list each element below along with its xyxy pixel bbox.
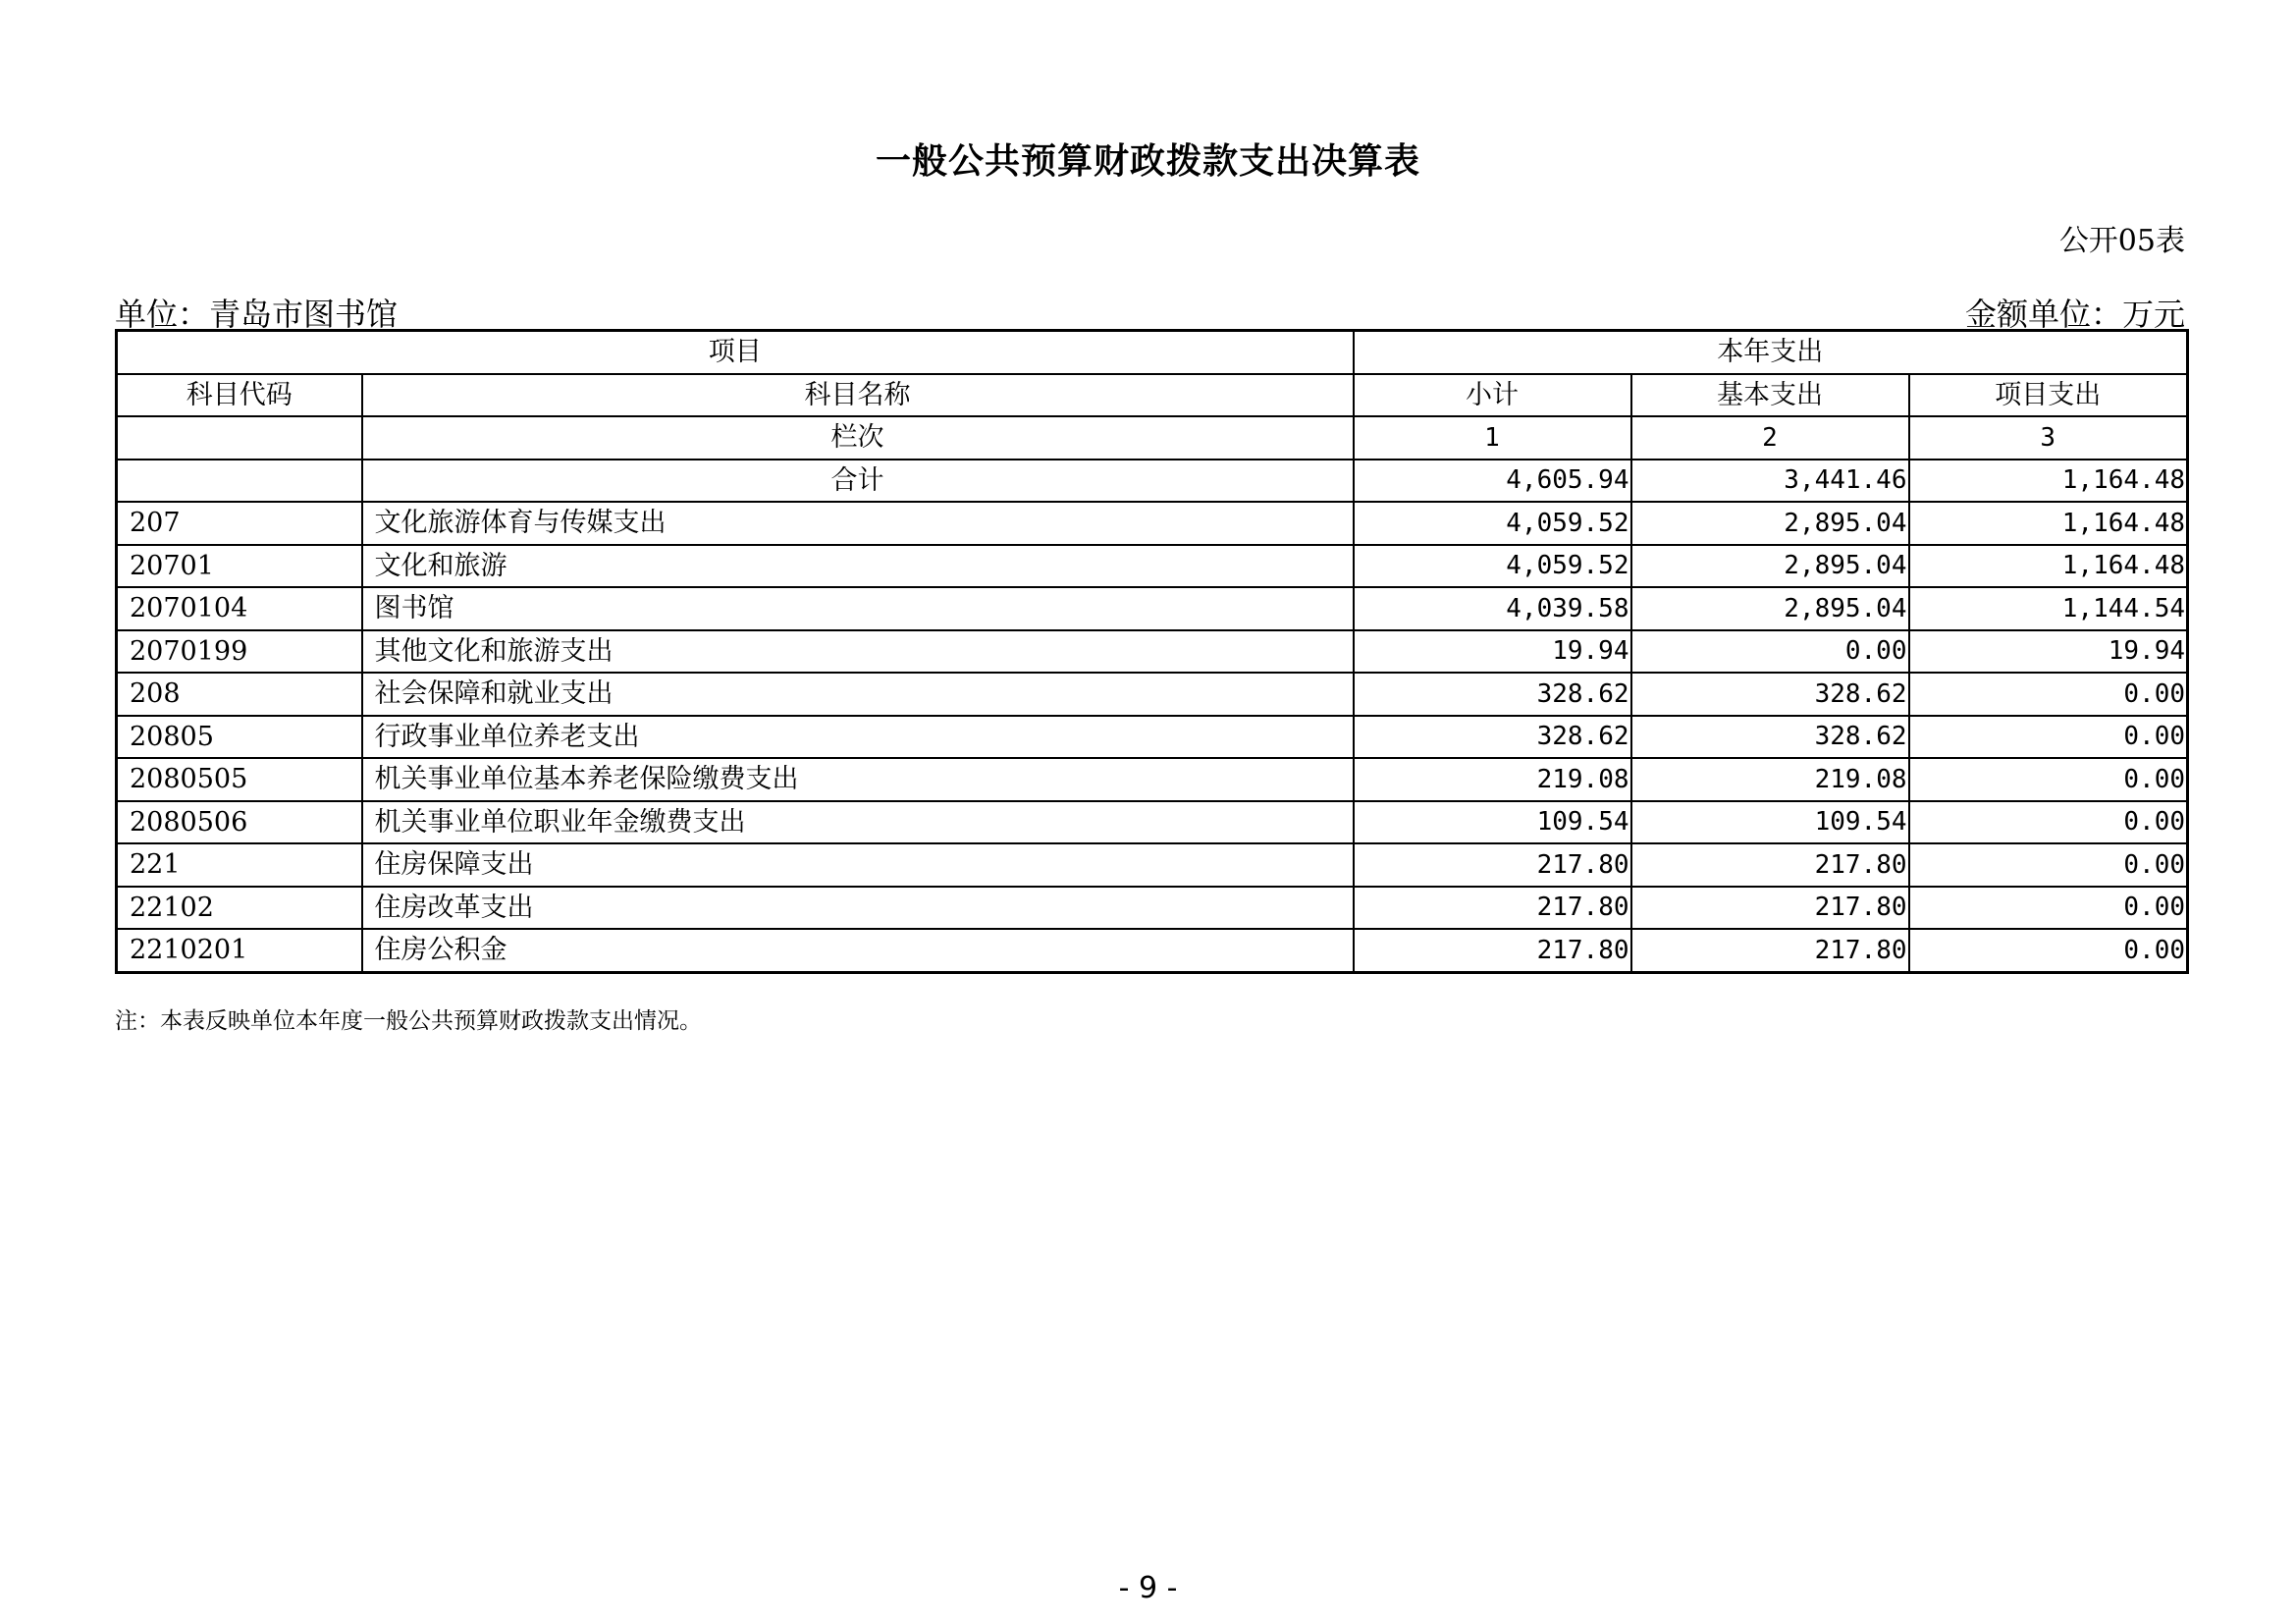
subtotal-cell: 4,039.58 <box>1354 587 1631 630</box>
subject-code-cell: 2080505 <box>117 758 362 801</box>
total-subtotal: 4,605.94 <box>1354 460 1631 503</box>
basic-expense-cell: 2,895.04 <box>1631 502 1909 545</box>
project-expense-cell: 0.00 <box>1909 929 2188 972</box>
total-project: 1,164.48 <box>1909 460 2188 503</box>
subtotal-cell: 109.54 <box>1354 801 1631 844</box>
table-row <box>117 502 2188 545</box>
unit-row <box>115 290 2185 333</box>
header-row-2 <box>117 374 2188 417</box>
header-col3: 3 <box>1909 416 2188 460</box>
header-col2: 2 <box>1631 416 1909 460</box>
subject-code-cell: 208 <box>117 673 362 716</box>
basic-expense-cell: 217.80 <box>1631 843 1909 887</box>
form-number: 公开05表 <box>2058 224 2185 258</box>
subject-name-cell: 文化和旅游 <box>362 545 1354 588</box>
subject-code-cell: 2070104 <box>117 587 362 630</box>
project-expense-cell: 0.00 <box>1909 716 2188 759</box>
table-row <box>117 545 2188 588</box>
basic-expense-cell: 2,895.04 <box>1631 545 1909 588</box>
table-row <box>117 887 2188 930</box>
subtotal-cell: 217.80 <box>1354 887 1631 930</box>
subject-code-cell: 2210201 <box>117 929 362 972</box>
subject-name-cell: 行政事业单位养老支出 <box>362 716 1354 759</box>
subtotal-cell: 4,059.52 <box>1354 545 1631 588</box>
basic-expense-cell: 0.00 <box>1631 630 1909 674</box>
subject-code-cell: 20701 <box>117 545 362 588</box>
empty-cell <box>117 460 362 503</box>
project-expense-cell: 0.00 <box>1909 887 2188 930</box>
basic-expense-cell: 217.80 <box>1631 887 1909 930</box>
header-current-year-expense: 本年支出 <box>1354 331 2188 374</box>
total-label: 合计 <box>362 460 1354 503</box>
project-expense-cell: 1,164.48 <box>1909 502 2188 545</box>
project-expense-cell: 1,144.54 <box>1909 587 2188 630</box>
header-basic-expense: 基本支出 <box>1631 374 1909 417</box>
subject-code-cell: 221 <box>117 843 362 887</box>
project-expense-cell: 0.00 <box>1909 758 2188 801</box>
table-row <box>117 716 2188 759</box>
subtotal-cell: 4,059.52 <box>1354 502 1631 545</box>
header-row-3 <box>117 416 2188 460</box>
subject-code-cell: 2080506 <box>117 801 362 844</box>
subject-code-cell: 2070199 <box>117 630 362 674</box>
header-column-seq: 栏次 <box>362 416 1354 460</box>
total-row <box>117 460 2188 503</box>
subject-name-cell: 住房保障支出 <box>362 843 1354 887</box>
subtotal-cell: 19.94 <box>1354 630 1631 674</box>
project-expense-cell: 0.00 <box>1909 673 2188 716</box>
subject-name-cell: 住房改革支出 <box>362 887 1354 930</box>
subtotal-cell: 217.80 <box>1354 929 1631 972</box>
page-number: - 9 - <box>1118 1571 1178 1605</box>
subtotal-cell: 217.80 <box>1354 843 1631 887</box>
header-col1: 1 <box>1354 416 1631 460</box>
unit-label: 单位：青岛市图书馆 <box>115 296 399 333</box>
basic-expense-cell: 2,895.04 <box>1631 587 1909 630</box>
subtotal-cell: 328.62 <box>1354 716 1631 759</box>
header-subject-code: 科目代码 <box>117 374 362 417</box>
subtotal-cell: 328.62 <box>1354 673 1631 716</box>
table-note: 注：本表反映单位本年度一般公共预算财政拨款支出情况。 <box>115 1008 702 1034</box>
subject-code-cell: 22102 <box>117 887 362 930</box>
amount-unit-label: 金额单位：万元 <box>1964 296 2185 333</box>
project-expense-cell: 19.94 <box>1909 630 2188 674</box>
table-row <box>117 587 2188 630</box>
table-row <box>117 673 2188 716</box>
subject-name-cell: 机关事业单位基本养老保险缴费支出 <box>362 758 1354 801</box>
empty-cell <box>117 416 362 460</box>
basic-expense-cell: 217.80 <box>1631 929 1909 972</box>
table-row <box>117 630 2188 674</box>
subtotal-cell: 219.08 <box>1354 758 1631 801</box>
table-row <box>117 758 2188 801</box>
subject-name-cell: 文化旅游体育与传媒支出 <box>362 502 1354 545</box>
table-row <box>117 843 2188 887</box>
header-row-1 <box>117 331 2188 374</box>
basic-expense-cell: 109.54 <box>1631 801 1909 844</box>
total-basic: 3,441.46 <box>1631 460 1909 503</box>
subject-name-cell: 机关事业单位职业年金缴费支出 <box>362 801 1354 844</box>
basic-expense-cell: 219.08 <box>1631 758 1909 801</box>
project-expense-cell: 0.00 <box>1909 801 2188 844</box>
header-project: 项目 <box>117 331 1354 374</box>
subject-name-cell: 图书馆 <box>362 587 1354 630</box>
basic-expense-cell: 328.62 <box>1631 673 1909 716</box>
header-subject-name: 科目名称 <box>362 374 1354 417</box>
header-project-expense: 项目支出 <box>1909 374 2188 417</box>
subject-name-cell: 社会保障和就业支出 <box>362 673 1354 716</box>
table-row <box>117 801 2188 844</box>
basic-expense-cell: 328.62 <box>1631 716 1909 759</box>
project-expense-cell: 1,164.48 <box>1909 545 2188 588</box>
project-expense-cell: 0.00 <box>1909 843 2188 887</box>
header-subtotal: 小计 <box>1354 374 1631 417</box>
subject-code-cell: 20805 <box>117 716 362 759</box>
table-row <box>117 929 2188 972</box>
subject-code-cell: 207 <box>117 502 362 545</box>
subject-name-cell: 其他文化和旅游支出 <box>362 630 1354 674</box>
subject-name-cell: 住房公积金 <box>362 929 1354 972</box>
page-title: 一般公共预算财政拨款支出决算表 <box>875 140 1420 182</box>
budget-table <box>115 329 2189 974</box>
